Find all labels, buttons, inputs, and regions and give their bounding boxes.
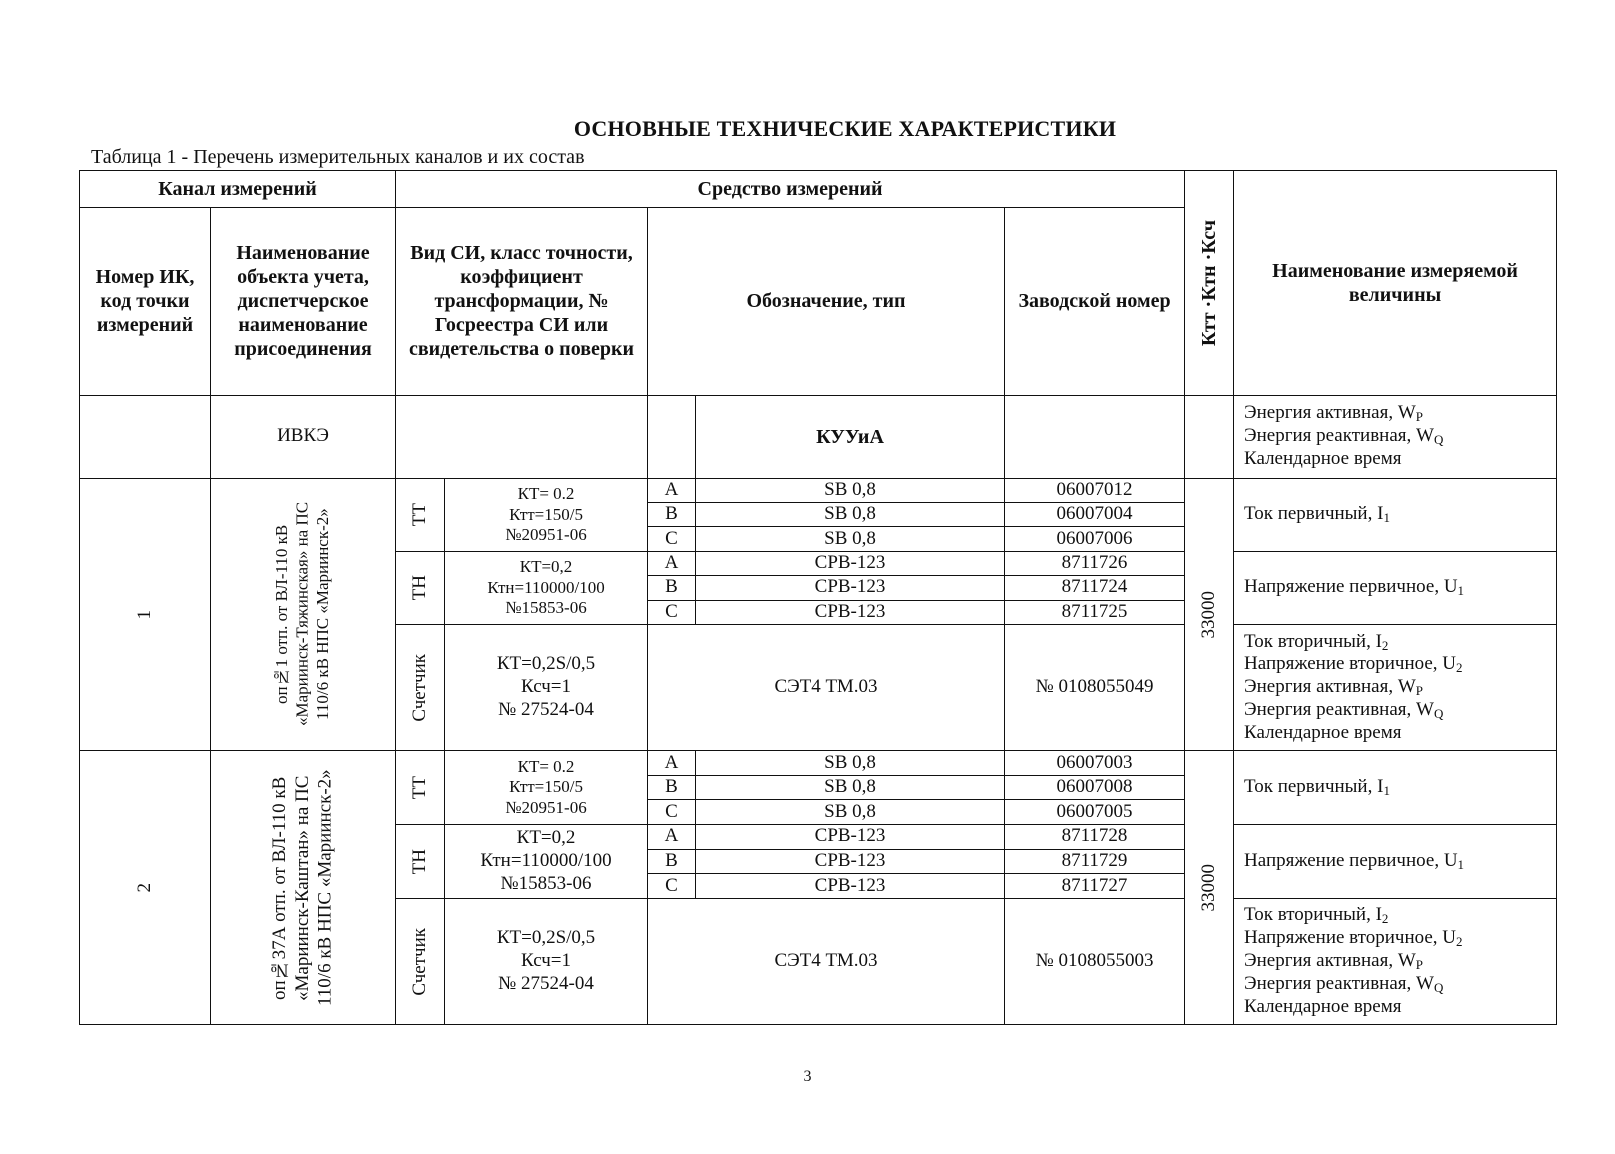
quantity-line: Календарное время [1244,447,1402,469]
table-caption: Таблица 1 - Перечень измерительных каналов и их состав [91,146,585,168]
tn-quantity: Напряжение первичное, $U_1$ [1234,824,1557,898]
meter-params: КТ=0,2S/0,5 Ксч=1 № 27524-04 [445,624,648,750]
serial-number: 8711728 [1005,824,1185,849]
serial-number: 06007005 [1005,800,1185,825]
tt-params: КТ= 0.2 Ктт=150/5 №20951-06 [445,478,648,551]
tt-label-cell [396,751,445,825]
meter-label-cell [396,898,445,1024]
device-type: СРВ-123 [696,874,1005,899]
table-row [80,751,1557,776]
header-designation: Обозначение, тип [648,207,1005,395]
serial-number: 8711725 [1005,600,1185,624]
device-type: SB 0,8 [696,800,1005,825]
channel-number: 2 [134,882,156,893]
tt-quantity: Ток первичный, $I_1$ [1234,478,1557,551]
header-k-product [1185,171,1234,396]
meter-label: Счетчик [409,653,431,722]
device-type: SB 0,8 [696,527,1005,551]
device-type: СРВ-123 [696,824,1005,849]
tt-label: ТТ [409,503,431,527]
phase: B [648,775,696,800]
meter-label-cell [396,624,445,750]
serial-number: 8711726 [1005,551,1185,575]
channel-object-cell [211,751,396,1025]
tn-label-cell [396,551,445,624]
header-group-row [80,171,1557,208]
tt-label-cell [396,478,445,551]
channels-table [79,170,1557,1025]
ivke-number [80,395,211,478]
ivke-quantities [1234,395,1557,478]
phase: B [648,576,696,600]
tt-params: КТ= 0.2 Ктт=150/5 №20951-06 [445,751,648,825]
ivke-k [1185,395,1234,478]
phase: A [648,551,696,575]
phase: C [648,800,696,825]
phase: B [648,503,696,527]
serial-number: 06007004 [1005,503,1185,527]
header-number: Номер ИК, код точки измерений [80,207,211,395]
serial-number: 8711724 [1005,576,1185,600]
device-type: СРВ-123 [696,849,1005,874]
serial-number: 8711727 [1005,874,1185,899]
meter-type: СЭТ4 ТМ.03 [648,898,1005,1024]
page-number: 3 [803,1068,812,1085]
phase: A [648,824,696,849]
tn-params: КТ=0,2 Ктн=110000/100 №15853-06 [445,824,648,898]
phase: A [648,751,696,776]
device-type: SB 0,8 [696,478,1005,502]
tt-label: ТТ [409,775,431,800]
tn-label: ТН [409,848,431,874]
phase: C [648,527,696,551]
ivke-vid [396,395,648,478]
channel-number-cell [80,478,211,750]
tn-label-cell [396,824,445,898]
channel-object-cell [211,478,396,750]
phase: B [648,849,696,874]
serial-number: 06007003 [1005,751,1185,776]
quantity-line: Энергия активная, $W_P$ [1244,402,1424,425]
k-product-cell [1185,751,1234,1025]
ivke-phase [648,395,696,478]
phase: C [648,600,696,624]
meter-serial: № 0108055003 [1005,898,1185,1024]
k-product: 33000 [1198,590,1220,639]
serial-number: 06007012 [1005,478,1185,502]
channel-object: оп№1 отп. от ВЛ-110 кВ «Мариинск-Тяжинская» на ПС 110/6 кВ НПС «Мариинск-2» [272,502,333,727]
header-quantity: Наименование измеряемой величины [1234,171,1557,396]
table-row [80,478,1557,502]
phase: A [648,478,696,502]
meter-type: СЭТ4 ТМ.03 [648,624,1005,750]
header-object: Наименование объекта учета, диспетчерское наименование присоединения [211,207,396,395]
meter-params: КТ=0,2S/0,5 Ксч=1 № 27524-04 [445,898,648,1024]
ivke-serial [1005,395,1185,478]
meter-label: Счетчик [409,927,431,996]
device-type: СРВ-123 [696,551,1005,575]
header-vid: Вид СИ, класс точности, коэффициент трансформации, № Госреестра СИ или свидетельства о поверки [396,207,648,395]
header-si-group: Средство измерений [396,171,1185,208]
device-type: SB 0,8 [696,775,1005,800]
ivke-row [80,395,1557,478]
ivke-name: ИВКЭ [211,395,396,478]
channel-number-cell [80,751,211,1025]
header-serial: Заводской номер [1005,207,1185,395]
tn-quantity: Напряжение первичное, $U_1$ [1234,551,1557,624]
device-type: SB 0,8 [696,751,1005,776]
meter-quantities: Ток вторичный, $I_2$ Напряжение вторичное, $U_2$ Энергия активная, $W_P$ Энергия реактивная, $W_Q$ Календарное время [1234,624,1557,750]
k-product: 33000 [1198,863,1220,912]
device-type: SB 0,8 [696,503,1005,527]
header-k-label: Ктт ·Ктн ·Ксч [1197,219,1220,346]
header-channel-group: Канал измерений [80,171,396,208]
device-type: СРВ-123 [696,600,1005,624]
serial-number: 8711729 [1005,849,1185,874]
tn-label: ТН [409,575,431,601]
ivke-type: КУУиА [696,395,1005,478]
serial-number: 06007006 [1005,527,1185,551]
meter-serial: № 0108055049 [1005,624,1185,750]
meter-quantities: Ток вторичный, $I_2$ Напряжение вторичное, $U_2$ Энергия активная, $W_P$ Энергия реактивная, $W_Q$ Календарное время [1234,898,1557,1024]
tn-params: КТ=0,2 Ктн=110000/100 №15853-06 [445,551,648,624]
device-type: СРВ-123 [696,576,1005,600]
phase: C [648,874,696,899]
quantity-line: Энергия реактивная, $W_Q$ [1244,425,1444,448]
k-product-cell [1185,478,1234,750]
serial-number: 06007008 [1005,775,1185,800]
document-title: ОСНОВНЫЕ ТЕХНИЧЕСКИЕ ХАРАКТЕРИСТИКИ [573,116,1117,141]
channel-number: 1 [134,609,156,620]
channel-object: оп№37А отп. от ВЛ-110 кВ «Мариинск-Каштан» на ПС 110/6 кВ НПС «Мариинск-2» [268,769,336,1006]
tt-quantity: Ток первичный, $I_1$ [1234,751,1557,825]
